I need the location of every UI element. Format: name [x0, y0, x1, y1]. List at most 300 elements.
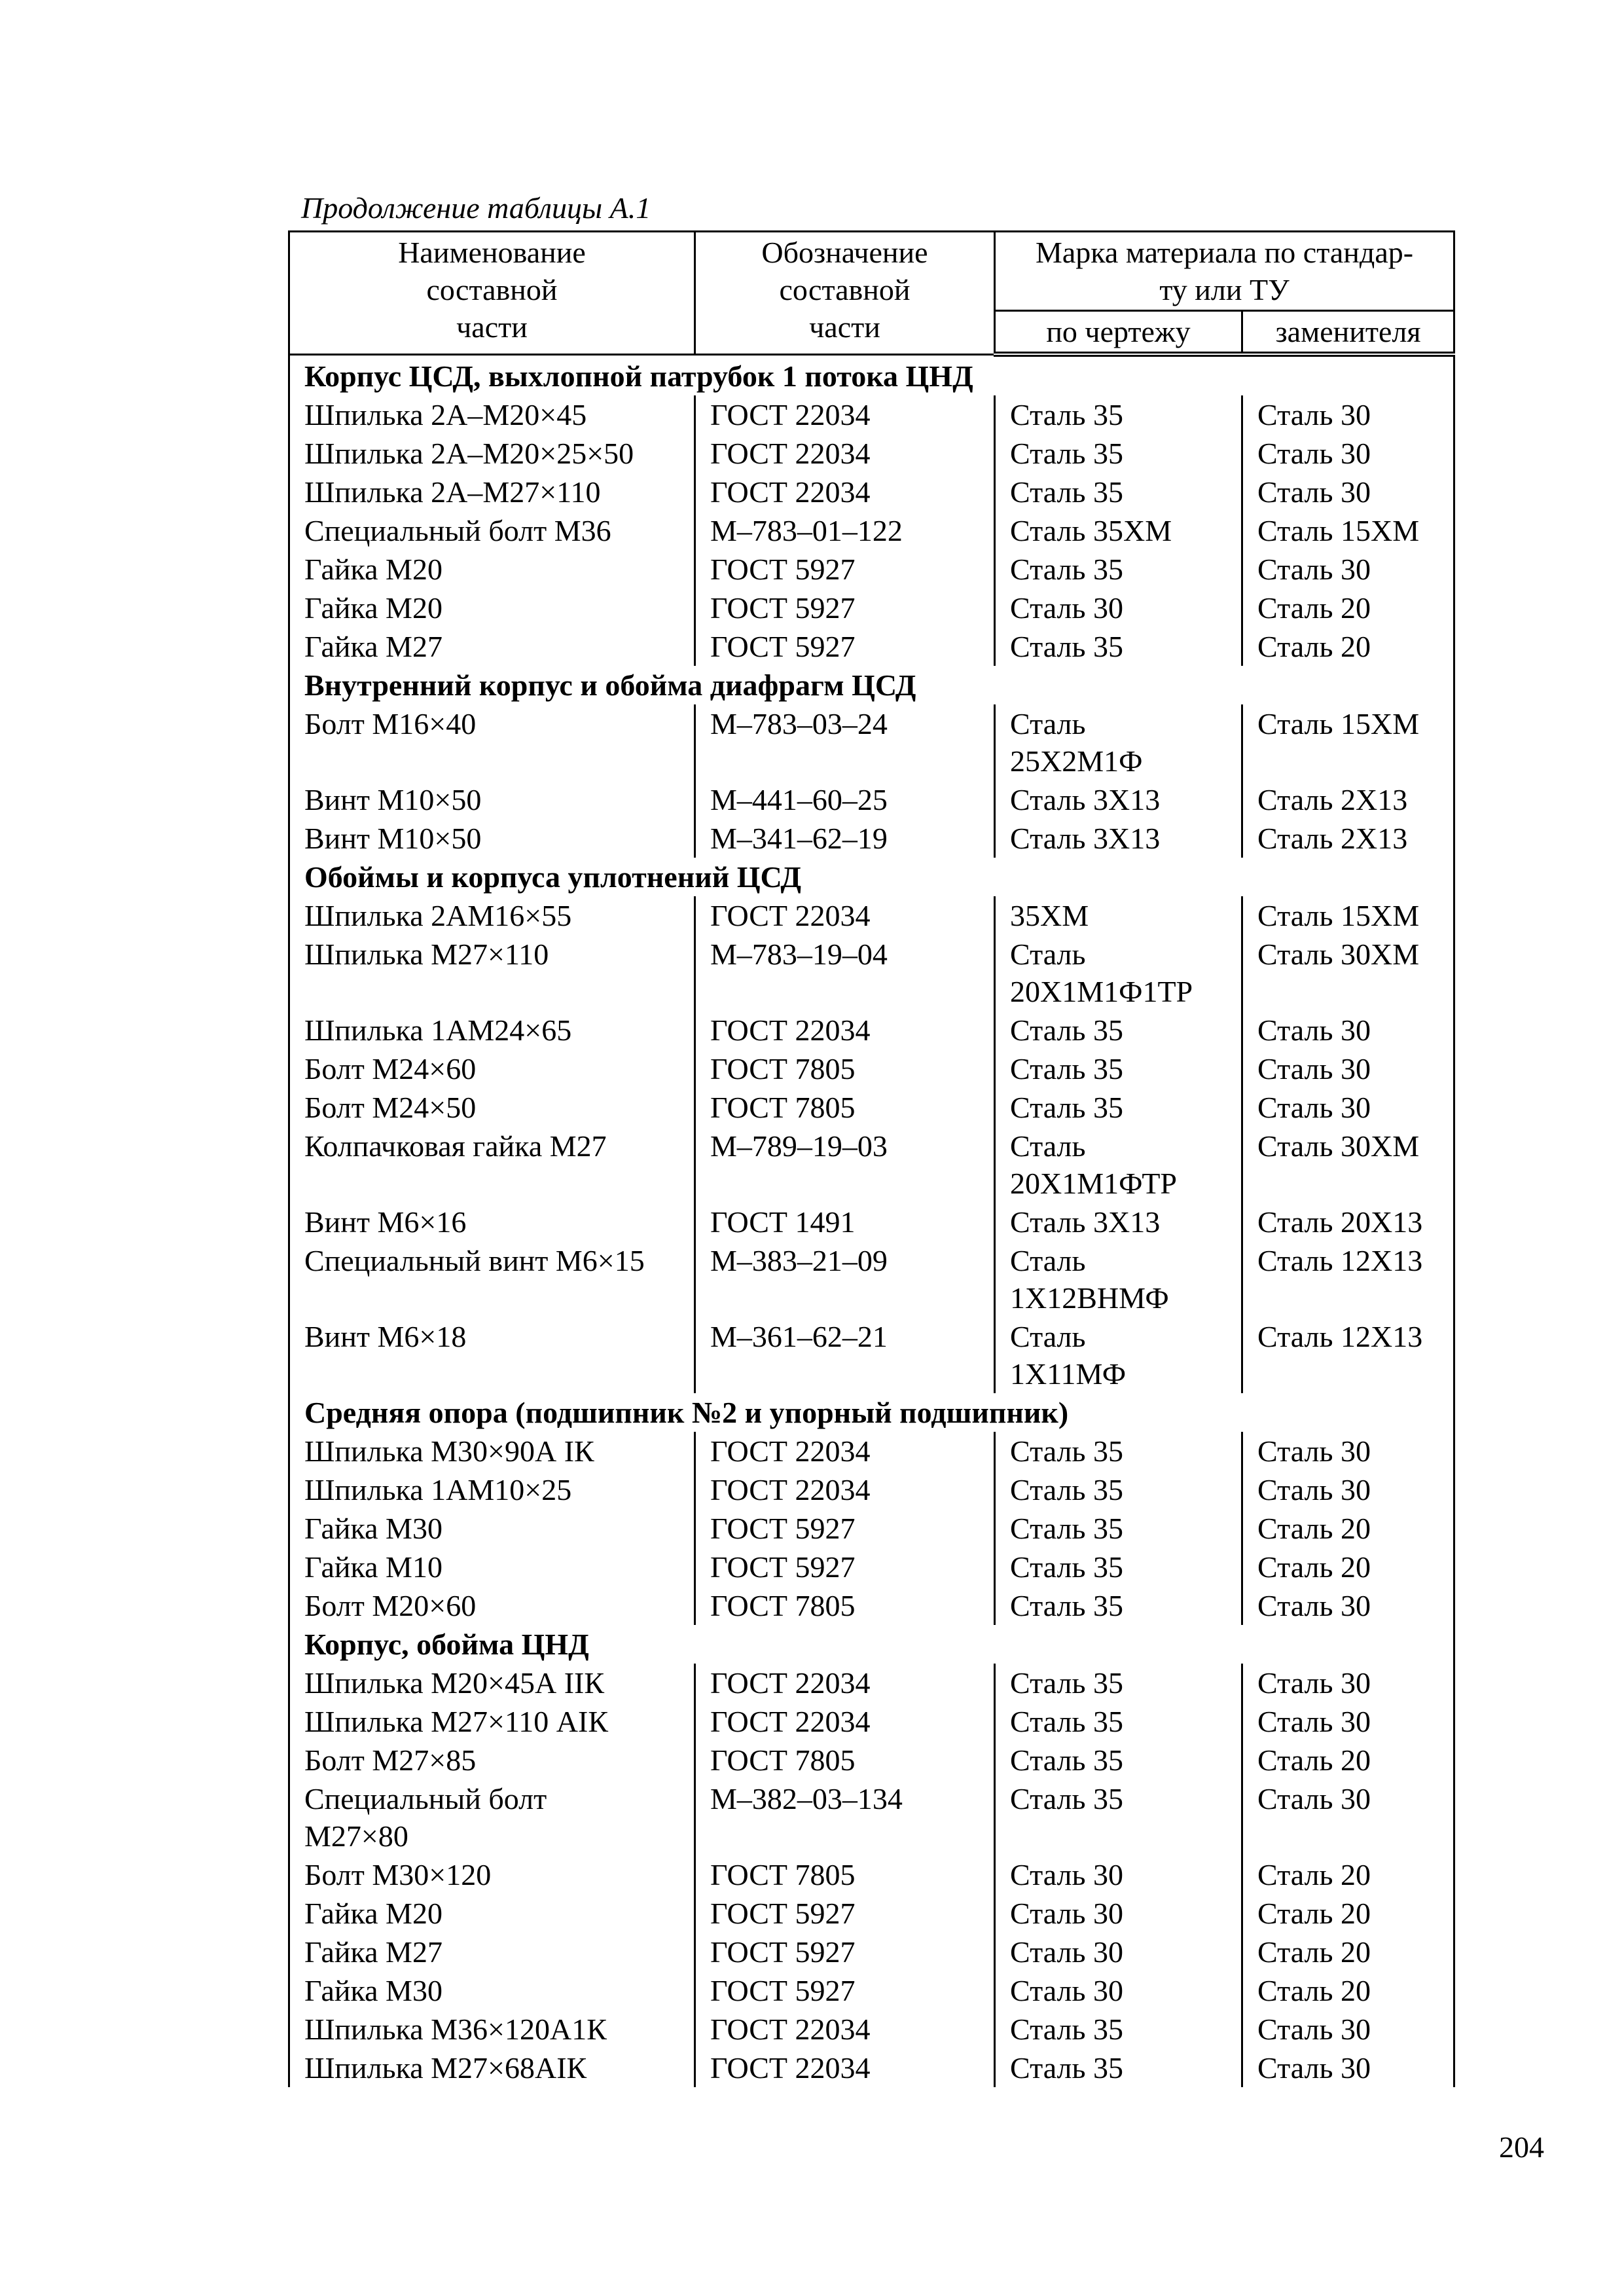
designation-cell [695, 2049, 995, 2087]
cell-line: Сталь 30 [1010, 1858, 1123, 1891]
substitute-material-cell [1242, 935, 1454, 1011]
table-row [289, 1548, 1454, 1586]
cell-line: ГОСТ 7805 [710, 1743, 856, 1777]
table-row [289, 1779, 1454, 1855]
cell-line: Сталь 35 [1010, 1013, 1123, 1047]
designation-cell [695, 935, 995, 1011]
cell-line: Гайка М20 [304, 1897, 442, 1930]
material-per-drawing-cell [995, 511, 1242, 550]
substitute-material-cell [1242, 434, 1454, 473]
material-per-drawing-cell [995, 1548, 1242, 1586]
table-header [289, 232, 1454, 355]
cell-line: Сталь 35 [1010, 1091, 1123, 1124]
material-per-drawing-cell [995, 1702, 1242, 1741]
cell-line: ГОСТ 22034 [710, 1473, 871, 1506]
substitute-material-cell [1242, 2010, 1454, 2049]
cell-line: Сталь 35 [1010, 2051, 1123, 2085]
table-row [289, 395, 1454, 434]
substitute-material-cell [1242, 1586, 1454, 1625]
cell-line: ГОСТ 7805 [710, 1052, 856, 1085]
designation-cell [695, 1855, 995, 1894]
cell-line: ГОСТ 5927 [710, 1935, 856, 1969]
header-line: части [809, 310, 880, 344]
header-material-grade [995, 232, 1454, 311]
part-name-cell [289, 1317, 695, 1393]
section-row [289, 1393, 1454, 1432]
table-row [289, 1127, 1454, 1203]
designation-cell [695, 1049, 995, 1088]
material-per-drawing-cell [995, 1317, 1242, 1393]
designation-cell [695, 1933, 995, 1971]
material-per-drawing-cell [995, 1241, 1242, 1317]
designation-cell [695, 395, 995, 434]
cell-line: ГОСТ 7805 [710, 1589, 856, 1622]
part-name-cell [289, 1933, 695, 1971]
material-per-drawing-cell [995, 1741, 1242, 1779]
cell-line: Сталь 35 [1010, 398, 1123, 431]
cell-line: Гайка М27 [304, 1935, 442, 1969]
cell-line: Шпилька М27×110 АIК [304, 1705, 608, 1738]
header-line: составной [779, 273, 911, 306]
substitute-material-cell [1242, 1317, 1454, 1393]
cell-line: Сталь 30 [1257, 1473, 1371, 1506]
cell-line: Сталь [1010, 707, 1086, 740]
material-per-drawing-cell [995, 935, 1242, 1011]
section-title: Корпус ЦСД, выхлопной патрубок 1 потока ЦНД [289, 354, 1454, 395]
table-row [289, 1470, 1454, 1509]
cell-line: Сталь 12Х13 [1257, 1320, 1423, 1353]
header-line: Наименование [398, 236, 586, 269]
table-caption: Продолжение таблицы А.1 [301, 191, 651, 225]
cell-line: Сталь 30ХМ [1257, 1129, 1420, 1163]
cell-line: Сталь 35 [1010, 475, 1123, 509]
header-line: составной [426, 273, 558, 306]
material-per-drawing-cell [995, 1127, 1242, 1203]
cell-line: ГОСТ 5927 [710, 1550, 856, 1584]
cell-line: М–783–03–24 [710, 707, 888, 740]
part-name-cell [289, 473, 695, 511]
substitute-material-cell [1242, 395, 1454, 434]
cell-line: Специальный винт М6×15 [304, 1244, 645, 1277]
table-body [289, 354, 1454, 2087]
cell-line: Шпилька М30×90А IК [304, 1434, 594, 1468]
cell-line: Сталь 20Х13 [1257, 1205, 1423, 1239]
table-row [289, 627, 1454, 666]
header-line: части [456, 310, 528, 344]
table-row [289, 1971, 1454, 2010]
cell-line: Сталь 30 [1257, 1782, 1371, 1815]
material-per-drawing-cell [995, 550, 1242, 589]
designation-cell [695, 1241, 995, 1317]
cell-line: Сталь 12Х13 [1257, 1244, 1423, 1277]
cell-line: Сталь 3Х13 [1010, 822, 1161, 855]
header-line: ту или ТУ [1159, 273, 1290, 306]
part-name-cell [289, 1702, 695, 1741]
cell-line: Сталь 30 [1010, 591, 1123, 625]
material-per-drawing-cell [995, 1509, 1242, 1548]
cell-line: Сталь 35 [1010, 1052, 1123, 1085]
header-part-name [289, 232, 695, 355]
cell-line: Сталь 30 [1257, 398, 1371, 431]
substitute-material-cell [1242, 1971, 1454, 2010]
material-per-drawing-cell [995, 1933, 1242, 1971]
cell-line: Болт М16×40 [304, 707, 477, 740]
cell-line: ГОСТ 22034 [710, 899, 871, 932]
substitute-material-cell [1242, 1664, 1454, 1702]
part-name-cell [289, 1971, 695, 2010]
table-row [289, 896, 1454, 935]
designation-cell [695, 1470, 995, 1509]
material-per-drawing-cell [995, 1894, 1242, 1933]
designation-cell [695, 1432, 995, 1470]
cell-line: Сталь 30 [1257, 1705, 1371, 1738]
material-per-drawing-cell [995, 704, 1242, 780]
part-name-cell [289, 1509, 695, 1548]
material-per-drawing-cell [995, 395, 1242, 434]
section-title: Средняя опора (подшипник №2 и упорный подшипник) [289, 1393, 1454, 1432]
substitute-material-cell [1242, 627, 1454, 666]
part-name-cell [289, 511, 695, 550]
part-name-cell [289, 896, 695, 935]
cell-line: Болт М30×120 [304, 1858, 492, 1891]
header-per-drawing: по чертежу [995, 311, 1242, 355]
material-per-drawing-cell [995, 473, 1242, 511]
material-per-drawing-cell [995, 896, 1242, 935]
cell-line: Винт М10×50 [304, 783, 482, 816]
cell-line: Шпилька 2А–М27×110 [304, 475, 601, 509]
designation-cell [695, 1894, 995, 1933]
part-name-cell [289, 1741, 695, 1779]
part-name-cell [289, 627, 695, 666]
cell-line: Сталь 35 [1010, 1550, 1123, 1584]
table-row [289, 1855, 1454, 1894]
cell-line: Сталь [1010, 1320, 1086, 1353]
cell-line: М–783–01–122 [710, 514, 903, 547]
part-name-cell [289, 1664, 695, 1702]
part-name-cell [289, 1894, 695, 1933]
part-name-cell [289, 1011, 695, 1049]
cell-line: Сталь 30 [1257, 437, 1371, 470]
designation-cell [695, 704, 995, 780]
designation-cell [695, 1127, 995, 1203]
material-per-drawing-cell [995, 434, 1242, 473]
cell-line: ГОСТ 22034 [710, 2051, 871, 2085]
cell-line: М–789–19–03 [710, 1129, 888, 1163]
part-name-cell [289, 1548, 695, 1586]
materials-table [288, 230, 1455, 2087]
header-substitute: заменителя [1242, 311, 1454, 355]
cell-line: Шпилька М36×120А1К [304, 2013, 607, 2046]
designation-cell [695, 1088, 995, 1127]
table-row [289, 1203, 1454, 1241]
cell-line: Сталь [1010, 1129, 1086, 1163]
cell-line: Сталь 35 [1010, 2013, 1123, 2046]
substitute-material-cell [1242, 589, 1454, 627]
substitute-material-cell [1242, 819, 1454, 858]
cell-line: М–341–62–19 [710, 822, 888, 855]
designation-cell [695, 819, 995, 858]
cell-line: Сталь 20 [1257, 1935, 1371, 1969]
designation-cell [695, 1779, 995, 1855]
part-name-cell [289, 1049, 695, 1088]
cell-line: Сталь 30 [1257, 2051, 1371, 2085]
designation-cell [695, 1586, 995, 1625]
cell-line: Сталь 20 [1257, 1897, 1371, 1930]
table-row [289, 1933, 1454, 1971]
cell-line: Сталь 30 [1257, 553, 1371, 586]
cell-line: Специальный болт М36 [304, 514, 611, 547]
cell-line: ГОСТ 22034 [710, 1666, 871, 1700]
designation-cell [695, 1203, 995, 1241]
cell-line: Шпилька 2А–М20×45 [304, 398, 587, 431]
cell-line: Сталь 30 [1010, 1897, 1123, 1930]
designation-cell [695, 511, 995, 550]
substitute-material-cell [1242, 2049, 1454, 2087]
cell-line: Болт М20×60 [304, 1589, 477, 1622]
part-name-cell [289, 1088, 695, 1127]
cell-line: Сталь 3Х13 [1010, 1205, 1161, 1239]
header-line: Марка материала по стандар- [1035, 236, 1414, 269]
section-title: Внутренний корпус и обойма диафрагм ЦСД [289, 666, 1454, 704]
material-per-drawing-cell [995, 1011, 1242, 1049]
part-name-cell [289, 1855, 695, 1894]
cell-line: Сталь 35 [1010, 630, 1123, 663]
designation-cell [695, 1509, 995, 1548]
cell-line: Сталь 2Х13 [1257, 822, 1408, 855]
substitute-material-cell [1242, 511, 1454, 550]
substitute-material-cell [1242, 1741, 1454, 1779]
cell-line: Сталь [1010, 1244, 1086, 1277]
cell-line: Сталь 30 [1010, 1974, 1123, 2007]
table-row [289, 473, 1454, 511]
designation-cell [695, 2010, 995, 2049]
cell-line: Сталь 35 [1010, 553, 1123, 586]
table-row [289, 1241, 1454, 1317]
cell-line: Сталь 20 [1257, 1974, 1371, 2007]
part-name-cell [289, 589, 695, 627]
cell-line: Гайка М10 [304, 1550, 442, 1584]
substitute-material-cell [1242, 1127, 1454, 1203]
section-row [289, 858, 1454, 896]
designation-cell [695, 1011, 995, 1049]
cell-line: Сталь 30 [1257, 1434, 1371, 1468]
cell-line: Гайка М20 [304, 591, 442, 625]
table-row [289, 935, 1454, 1011]
table-row [289, 780, 1454, 819]
table-row [289, 511, 1454, 550]
cell-line: Сталь 20 [1257, 1512, 1371, 1545]
substitute-material-cell [1242, 1548, 1454, 1586]
cell-line: 20Х1М1Ф1ТР [1010, 975, 1193, 1008]
cell-line: Болт М24×50 [304, 1091, 477, 1124]
cell-line: Сталь 3Х13 [1010, 783, 1161, 816]
cell-line: М–383–21–09 [710, 1244, 888, 1277]
cell-line: Шпилька 2АМ16×55 [304, 899, 572, 932]
table-row [289, 2049, 1454, 2087]
cell-line: Сталь 30 [1257, 2013, 1371, 2046]
table-row [289, 550, 1454, 589]
substitute-material-cell [1242, 780, 1454, 819]
cell-line: 1Х11МФ [1010, 1357, 1127, 1391]
designation-cell [695, 1741, 995, 1779]
cell-line: Шпилька М27×68АIК [304, 2051, 587, 2085]
cell-line: Сталь 30ХМ [1257, 938, 1420, 971]
substitute-material-cell [1242, 1509, 1454, 1548]
cell-line: Сталь 35 [1010, 437, 1123, 470]
part-name-cell [289, 935, 695, 1011]
cell-line: Сталь 35 [1010, 1705, 1123, 1738]
cell-line: Гайка М30 [304, 1512, 442, 1545]
cell-line: 35ХМ [1010, 899, 1089, 932]
table-row [289, 1049, 1454, 1088]
cell-line: Сталь 30 [1010, 1935, 1123, 1969]
header-part-designation [695, 232, 995, 355]
cell-line: ГОСТ 22034 [710, 398, 871, 431]
cell-line: Сталь 35 [1010, 1743, 1123, 1777]
table-row [289, 1586, 1454, 1625]
substitute-material-cell [1242, 1203, 1454, 1241]
cell-line: Сталь 35 [1010, 1782, 1123, 1815]
cell-line: Сталь 20 [1257, 1743, 1371, 1777]
designation-cell [695, 780, 995, 819]
table-row [289, 1894, 1454, 1933]
part-name-cell [289, 2049, 695, 2087]
substitute-material-cell [1242, 1432, 1454, 1470]
header-line: Обозначение [761, 236, 928, 269]
part-name-cell [289, 1127, 695, 1203]
designation-cell [695, 550, 995, 589]
cell-line: ГОСТ 5927 [710, 1512, 856, 1545]
substitute-material-cell [1242, 550, 1454, 589]
table-row [289, 1509, 1454, 1548]
cell-line: Сталь 30 [1257, 1091, 1371, 1124]
part-name-cell [289, 1586, 695, 1625]
substitute-material-cell [1242, 1088, 1454, 1127]
material-per-drawing-cell [995, 2010, 1242, 2049]
cell-line: ГОСТ 1491 [710, 1205, 856, 1239]
material-per-drawing-cell [995, 1664, 1242, 1702]
material-per-drawing-cell [995, 1470, 1242, 1509]
cell-line: Сталь 15ХМ [1257, 707, 1420, 740]
section-row [289, 354, 1454, 395]
cell-line: Сталь 35 [1010, 1589, 1123, 1622]
substitute-material-cell [1242, 704, 1454, 780]
cell-line: Гайка М30 [304, 1974, 442, 2007]
cell-line: ГОСТ 5927 [710, 630, 856, 663]
cell-line: ГОСТ 22034 [710, 1434, 871, 1468]
substitute-material-cell [1242, 473, 1454, 511]
cell-line: Гайка М20 [304, 553, 442, 586]
cell-line: Сталь 20 [1257, 630, 1371, 663]
cell-line: Винт М6×18 [304, 1320, 467, 1353]
cell-line: Сталь 35 [1010, 1666, 1123, 1700]
substitute-material-cell [1242, 1855, 1454, 1894]
material-per-drawing-cell [995, 1971, 1242, 2010]
cell-line: ГОСТ 5927 [710, 1974, 856, 2007]
material-per-drawing-cell [995, 1203, 1242, 1241]
section-row [289, 666, 1454, 704]
cell-line: Сталь 30 [1257, 1589, 1371, 1622]
material-per-drawing-cell [995, 1049, 1242, 1088]
cell-line: Сталь 15ХМ [1257, 514, 1420, 547]
part-name-cell [289, 1779, 695, 1855]
part-name-cell [289, 1432, 695, 1470]
designation-cell [695, 1664, 995, 1702]
cell-line: Сталь 35 [1010, 1512, 1123, 1545]
designation-cell [695, 1971, 995, 2010]
substitute-material-cell [1242, 1933, 1454, 1971]
cell-line: Сталь 2Х13 [1257, 783, 1408, 816]
cell-line: ГОСТ 5927 [710, 553, 856, 586]
cell-line: Сталь [1010, 938, 1086, 971]
material-per-drawing-cell [995, 1779, 1242, 1855]
cell-line: Болт М24×60 [304, 1052, 477, 1085]
table-row [289, 1317, 1454, 1393]
cell-line: Шпилька 1АМ24×65 [304, 1013, 572, 1047]
table-row [289, 1088, 1454, 1127]
material-per-drawing-cell [995, 627, 1242, 666]
substitute-material-cell [1242, 1894, 1454, 1933]
cell-line: Сталь 30 [1257, 475, 1371, 509]
substitute-material-cell [1242, 896, 1454, 935]
designation-cell [695, 1317, 995, 1393]
section-title: Обоймы и корпуса уплотнений ЦСД [289, 858, 1454, 896]
cell-line: ГОСТ 5927 [710, 1897, 856, 1930]
part-name-cell [289, 1241, 695, 1317]
table-row [289, 819, 1454, 858]
part-name-cell [289, 434, 695, 473]
table-row [289, 1011, 1454, 1049]
cell-line: Гайка М27 [304, 630, 442, 663]
cell-line: ГОСТ 7805 [710, 1858, 856, 1891]
cell-line: Шпилька М27×110 [304, 938, 549, 971]
cell-line: ГОСТ 5927 [710, 591, 856, 625]
designation-cell [695, 627, 995, 666]
cell-line: М–382–03–134 [710, 1782, 903, 1815]
substitute-material-cell [1242, 1011, 1454, 1049]
table-row [289, 1741, 1454, 1779]
material-per-drawing-cell [995, 780, 1242, 819]
designation-cell [695, 473, 995, 511]
table-row [289, 1664, 1454, 1702]
cell-line: М–783–19–04 [710, 938, 888, 971]
substitute-material-cell [1242, 1049, 1454, 1088]
cell-line: ГОСТ 22034 [710, 437, 871, 470]
substitute-material-cell [1242, 1470, 1454, 1509]
material-per-drawing-cell [995, 589, 1242, 627]
part-name-cell [289, 550, 695, 589]
cell-line: 1Х12ВНМФ [1010, 1281, 1169, 1315]
designation-cell [695, 896, 995, 935]
cell-line: Винт М10×50 [304, 822, 482, 855]
designation-cell [695, 434, 995, 473]
cell-line: М27×80 [304, 1819, 408, 1853]
designation-cell [695, 589, 995, 627]
material-per-drawing-cell [995, 1088, 1242, 1127]
table-row [289, 434, 1454, 473]
material-per-drawing-cell [995, 819, 1242, 858]
table-row [289, 1432, 1454, 1470]
cell-line: Сталь 15ХМ [1257, 899, 1420, 932]
page-number: 204 [1499, 2130, 1544, 2164]
cell-line: Сталь 35 [1010, 1473, 1123, 1506]
cell-line: ГОСТ 22034 [710, 475, 871, 509]
part-name-cell [289, 1203, 695, 1241]
cell-line: Сталь 30 [1257, 1052, 1371, 1085]
section-title: Корпус, обойма ЦНД [289, 1625, 1454, 1664]
cell-line: Шпилька М20×45А IIК [304, 1666, 605, 1700]
cell-line: 20Х1М1ФТР [1010, 1167, 1177, 1200]
